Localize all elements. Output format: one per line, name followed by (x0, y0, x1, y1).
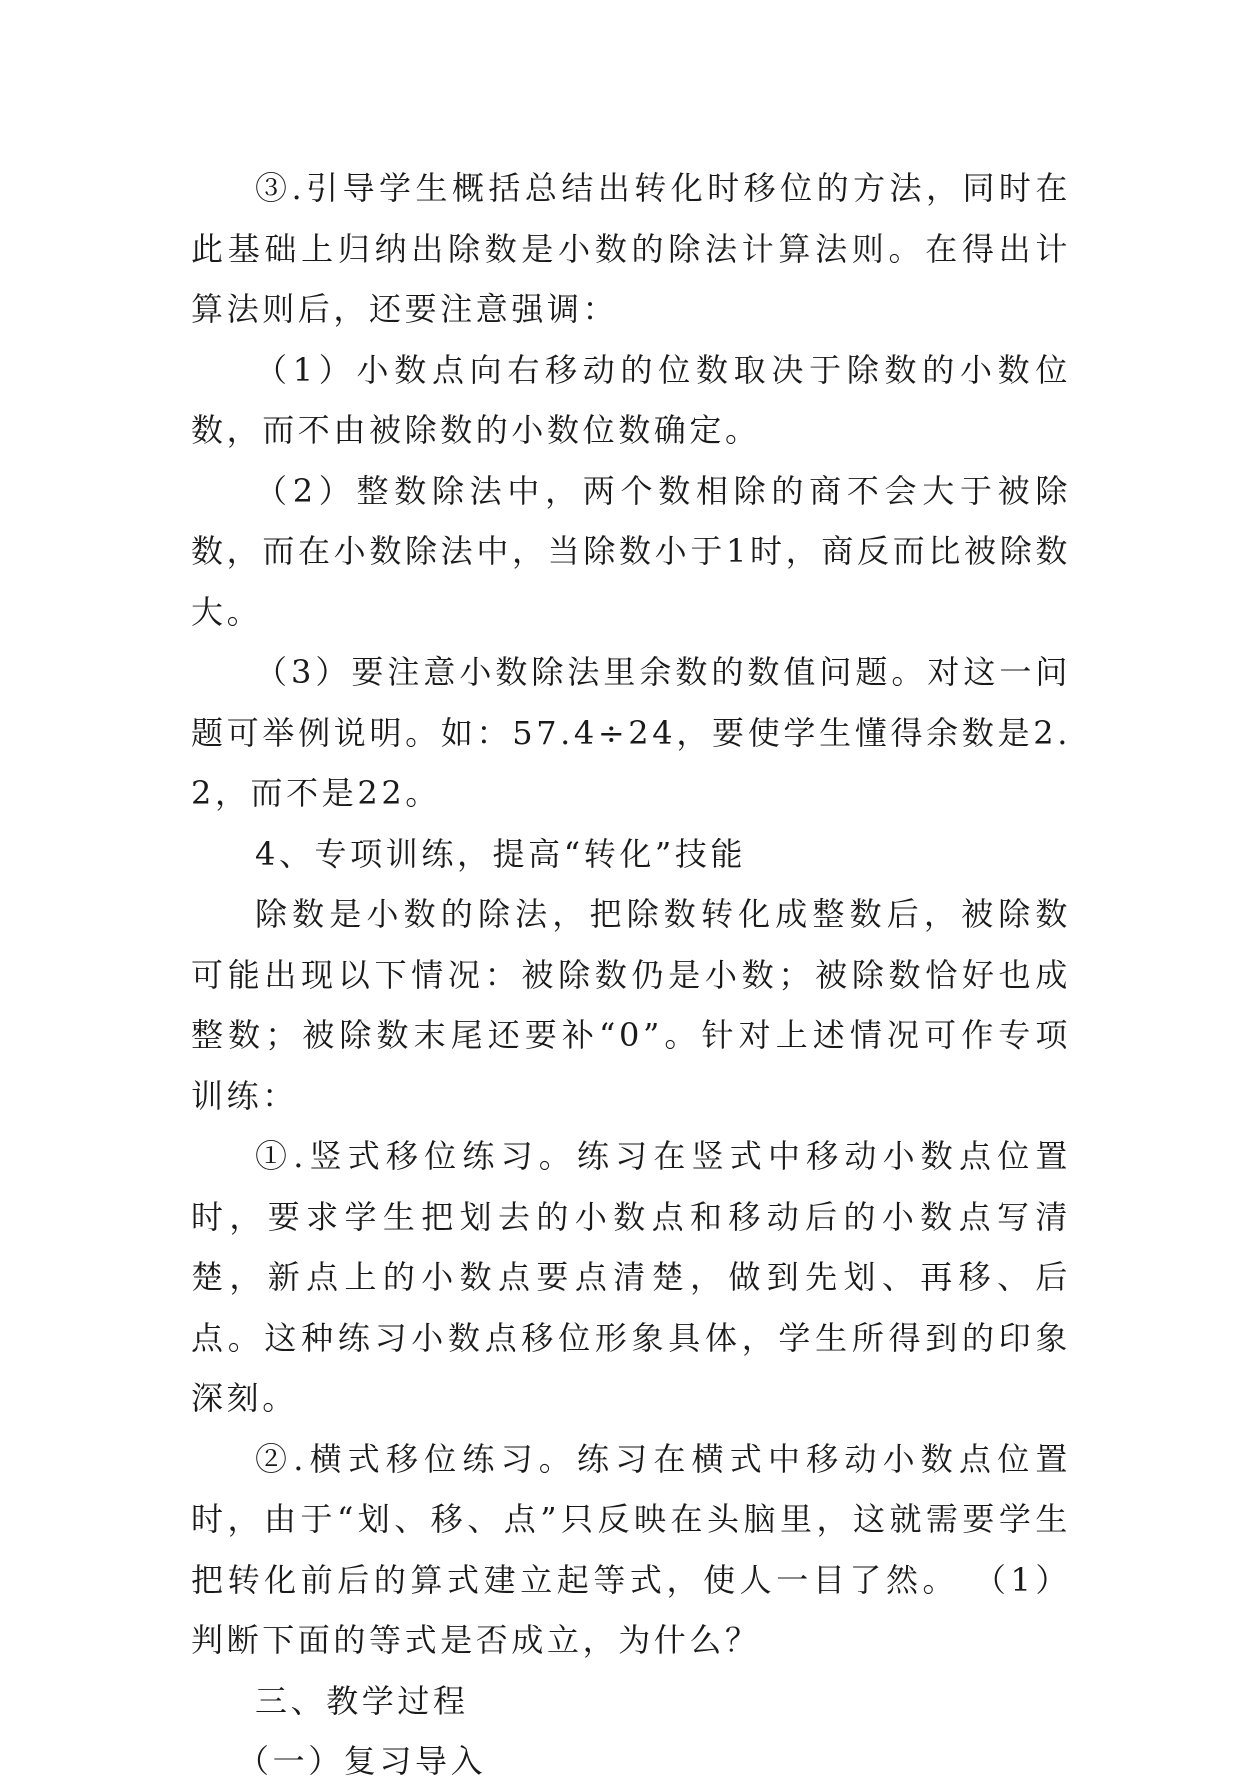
paragraph-point-3: （3）要注意小数除法里余数的数值问题。对这一问题可举例说明。如：57.4÷24，要使学生懂得余数是2.2，而不是22。 (191, 653, 1071, 812)
section-heading-teaching-process: 三、教学过程 (255, 1681, 469, 1720)
document-body (191, 158, 1071, 1792)
paragraph-horizontal-practice: ②.横式移位练习。练习在横式中移动小数点位置时，由于“划、移、点”只反映在头脑里，这就需要学生把转化前后的算式建立起等式，使人一目了然。 （1）判断下面的等式是否成立，为什么？ (191, 1439, 1071, 1659)
paragraph-point-2: （2）整数除法中，两个数相除的商不会大于被除数，而在小数除法中，当除数小于1时，商反而比被除数大。 (191, 471, 1071, 631)
paragraph-training-intro: 除数是小数的除法，把除数转化成整数后，被除数可能出现以下情况：被除数仍是小数；被除数恰好也成整数；被除数末尾还要补“0”。针对上述情况可作专项训练： (191, 895, 1071, 1115)
sub-heading-review-intro: （一）复习导入 (237, 1742, 487, 1780)
section-heading-special-training: 4、专项训练，提高“转化”技能 (255, 834, 747, 873)
paragraph-point-1: （1）小数点向右移动的位数取决于除数的小数位数，而不由被除数的小数位数确定。 (191, 350, 1071, 449)
paragraph-vertical-practice: ①.竖式移位练习。练习在竖式中移动小数点位置时，要求学生把划去的小数点和移动后的小数点写清楚，新点上的小数点要点清楚，做到先划、再移、后点。这种练习小数点移位形象具体，学生所得到的印象深刻。 (191, 1137, 1071, 1417)
paragraph-summary-rule: ③.引导学生概括总结出转化时移位的方法，同时在此基础上归纳出除数是小数的除法计算法则。在得出计算法则后，还要注意强调： (191, 169, 1071, 328)
